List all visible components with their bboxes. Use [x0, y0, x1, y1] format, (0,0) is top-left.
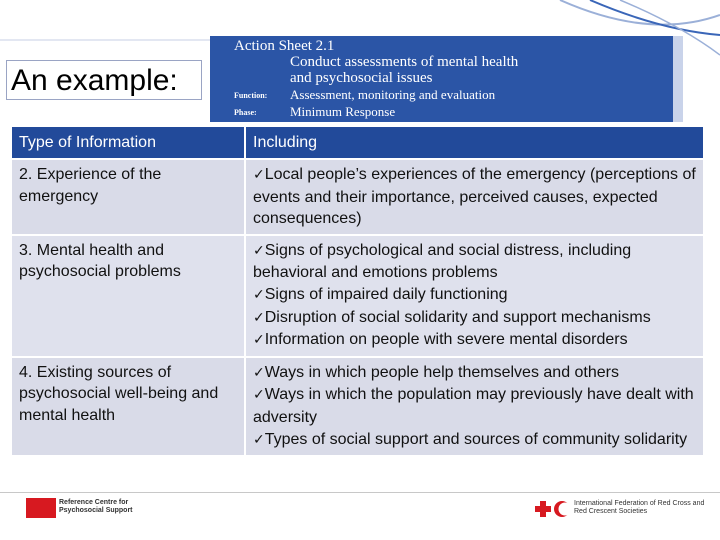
reference-centre-mark-icon [26, 498, 56, 518]
row-type-cell: 4. Existing sources of psychosocial well-being and mental health [11, 357, 245, 456]
red-crescent-icon [553, 500, 571, 518]
panel-edge-strip [673, 36, 683, 122]
reference-centre-logo [26, 498, 166, 520]
table-header-row [11, 126, 704, 159]
action-sheet-heading-line1: Conduct assessments of mental health [290, 54, 519, 70]
row-type-cell: 2. Experience of the emergency [11, 159, 245, 235]
action-sheet-heading-line2: and psychosocial issues [290, 70, 433, 86]
footer-divider [0, 492, 720, 493]
header-type-of-information: Type of Information [11, 126, 245, 159]
slide-title: An example: [6, 60, 202, 100]
table-row [11, 159, 704, 235]
list-item: ✓Disruption of social solidarity and support mechanisms [253, 308, 651, 326]
function-value: Assessment, monitoring and evaluation [290, 87, 496, 102]
table-row [11, 235, 704, 357]
phase-value: Minimum Response [290, 104, 396, 119]
ifrc-logo [534, 498, 714, 520]
red-cross-icon [534, 500, 552, 518]
phase-label: Phase: [234, 108, 257, 117]
action-sheet-number: Action Sheet 2.1 [234, 38, 335, 54]
list-item: ✓Ways in which people help themselves and others [253, 363, 619, 381]
checkmark-icon: ✓ [253, 364, 265, 381]
checkmark-icon: ✓ [253, 242, 265, 259]
list-item: ✓Local people’s experiences of the emergency (perceptions of events and their importance, perceived causes, expected consequences) [253, 166, 696, 228]
action-sheet-panel [210, 36, 683, 122]
checkmark-icon: ✓ [253, 431, 265, 448]
information-table [10, 125, 705, 457]
function-label: Function: [234, 91, 268, 100]
header-including: Including [245, 126, 704, 159]
checkmark-icon: ✓ [253, 332, 265, 349]
list-item: ✓Ways in which the population may previously have dealt with adversity [253, 386, 694, 426]
row-including-cell [245, 235, 704, 357]
list-item: ✓Signs of impaired daily functioning [253, 285, 508, 303]
ifrc-name: International Federation of Red Cross and Red Crescent Societies [574, 500, 705, 515]
reference-centre-name: Reference Centre for Psychosocial Support [59, 499, 133, 514]
table-row [11, 357, 704, 456]
checkmark-icon: ✓ [253, 286, 265, 303]
row-including-cell [245, 357, 704, 456]
list-item: ✓Signs of psychological and social distress, including behavioral and emotions problems [253, 241, 632, 282]
list-item: ✓Information on people with severe mental disorders [253, 331, 628, 349]
checkmark-icon: ✓ [253, 387, 265, 404]
row-including-cell [245, 159, 704, 235]
checkmark-icon: ✓ [253, 167, 265, 183]
list-item: ✓Types of social support and sources of community solidarity [253, 430, 688, 448]
row-type-cell: 3. Mental health and psychosocial problems [11, 235, 245, 357]
checkmark-icon: ✓ [253, 309, 265, 326]
action-sheet-heading [290, 54, 670, 86]
